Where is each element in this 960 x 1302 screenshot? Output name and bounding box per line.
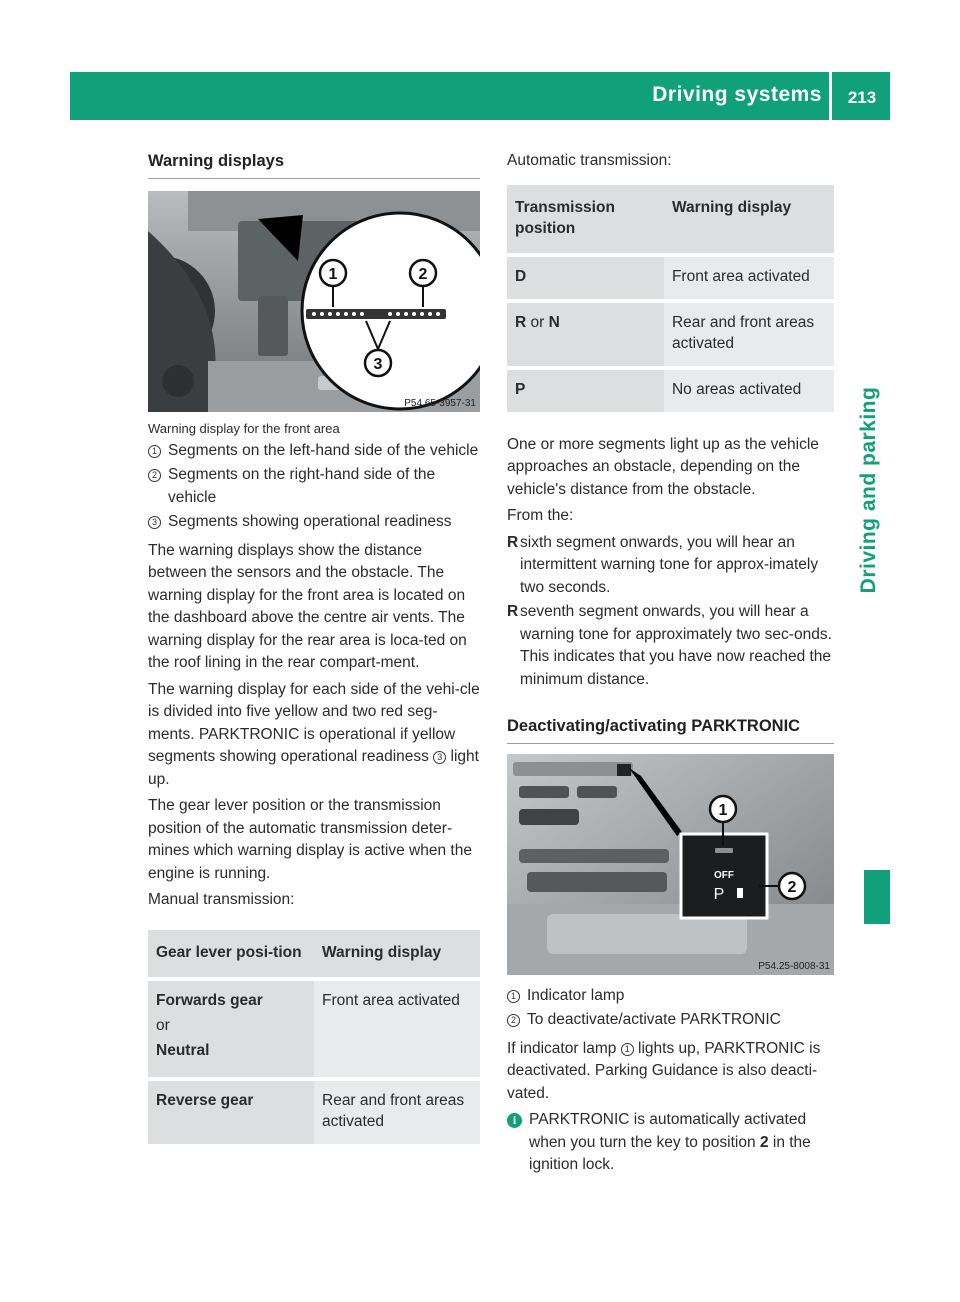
- front-warning-display-photo: [148, 191, 480, 412]
- bullet-text: sixth segment onwards, you will hear an intermittent warning tone for approx-imately two seconds.: [520, 533, 819, 596]
- center-console-illustration: [507, 754, 834, 975]
- info-icon: i: [507, 1113, 522, 1128]
- table-row: [148, 1081, 480, 1148]
- table-value: Rear and front areas activated: [314, 1081, 480, 1148]
- callout-number: 2: [507, 1014, 520, 1027]
- table-row: [507, 303, 834, 370]
- parktronic-heading: Deactivating/activating PARKTRONIC: [507, 715, 834, 744]
- parktronic-icon: P: [713, 885, 725, 903]
- parktronic-button-photo: [507, 754, 834, 975]
- legend-item: [148, 511, 480, 534]
- callout-2: [779, 873, 805, 899]
- automatic-transmission-label: Automatic transmission:: [507, 152, 672, 169]
- paragraph: If indicator lamp 1 lights up, PARKTRONIC is deactivated. Parking Guidance is also deacti-vated.: [507, 1039, 821, 1102]
- svg-text:1: 1: [328, 265, 338, 283]
- table-header-row: [148, 930, 480, 981]
- parktronic-icon-car: [737, 888, 743, 898]
- paragraph: The warning displays show the distance between the sensors and the obstacle. The warning display for the front area is located on the dashboard above the centre air vents. The warning display for the rear area is loca-ted on the roof lining in the rear compart-ment.: [148, 541, 467, 671]
- callout-number: 3: [433, 751, 446, 764]
- table-value: No areas activated: [664, 370, 834, 416]
- automatic-transmission-table: [507, 185, 834, 416]
- paragraph: One or more segments light up as the vehicle approaches an obstacle, depending on the vehicle's distance from the obstacle.: [507, 435, 819, 498]
- side-tab: [847, 134, 891, 846]
- manual-transmission-table: [148, 930, 480, 1148]
- callout-1: [320, 260, 346, 286]
- svg-text:2: 2: [418, 265, 428, 283]
- right-column: [507, 150, 834, 1177]
- legend-text: To deactivate/activate PARKTRONIC: [527, 1011, 781, 1028]
- section-title: Driving systems: [652, 83, 822, 106]
- bullet-icon: R: [507, 603, 519, 620]
- table-row: [507, 257, 834, 303]
- svg-text:2: 2: [787, 878, 797, 896]
- callout-number: 1: [148, 445, 161, 458]
- photo-code: P54.25-8008-31: [758, 960, 830, 972]
- table-row: [507, 370, 834, 416]
- side-tab-block: [864, 870, 890, 924]
- legend-text: Segments on the right-hand side of the vehicle: [168, 466, 436, 506]
- header-divider: [829, 72, 832, 120]
- side-tab-label: Driving and parking: [856, 386, 880, 594]
- legend-text: Segments on the left-hand side of the vehicle: [168, 441, 479, 459]
- table-value: Front area activated: [664, 257, 834, 303]
- legend-item: [148, 464, 480, 509]
- bullet-icon: R: [507, 533, 519, 551]
- info-text: PARKTRONIC is automatically activated when you turn the key to position 2 in the ignition lock.: [529, 1111, 811, 1173]
- table-header-row: [507, 185, 834, 257]
- table-key: R or N: [507, 303, 664, 370]
- callout-2: [410, 260, 436, 286]
- photo-code: P54.65-3957-31: [404, 397, 476, 409]
- photo-caption: Warning display for the front area: [148, 420, 340, 436]
- table-key: D: [507, 257, 664, 303]
- left-column: [148, 150, 480, 1166]
- bullet-item: [507, 532, 834, 600]
- from-label: From the:: [507, 507, 574, 524]
- paragraph: The warning display for each side of the vehi-cle is divided into five yellow and two red seg-ments. PARKTRONIC is operational if yellow segments showing operational readiness 3 light up.: [148, 680, 480, 788]
- table-value: Rear and front areas activated: [664, 303, 834, 370]
- legend-item: [507, 1009, 834, 1032]
- legend-text: Indicator lamp: [527, 986, 625, 1004]
- paragraph: The gear lever position or the transmission position of the automatic transmission deter-mines which warning display is active when the engine is running.: [148, 797, 472, 882]
- callout-number: 1: [621, 1043, 634, 1056]
- off-label: OFF: [714, 869, 734, 881]
- legend-text: Segments showing operational readiness: [168, 513, 452, 530]
- warning-displays-heading: Warning displays: [148, 150, 480, 179]
- bullet-item: [507, 601, 834, 691]
- bullet-text: seventh segment onwards, you will hear a warning tone for approximately two sec-onds. This indicates that you have now reached the minimum distance.: [520, 603, 832, 688]
- callout-number: 2: [148, 469, 161, 482]
- table-row: [148, 981, 480, 1081]
- info-note: [507, 1109, 834, 1177]
- table-value: Front area activated: [314, 981, 480, 1081]
- table-header: Warning display: [314, 930, 480, 981]
- page-number: 213: [847, 88, 877, 107]
- legend-item: [507, 985, 834, 1008]
- callout-number: 1: [507, 990, 520, 1003]
- callout-3: [365, 350, 391, 376]
- table-header: Warning display: [664, 185, 834, 257]
- table-key: P: [507, 370, 664, 416]
- table-key: Forwards gear or Neutral: [148, 981, 314, 1081]
- indicator-lamp: [715, 848, 733, 853]
- table-key: Reverse gear: [148, 1081, 314, 1148]
- table-header: Transmission position: [507, 185, 664, 257]
- manual-transmission-label: Manual transmission:: [148, 891, 295, 908]
- table-header: Gear lever posi-tion: [148, 930, 314, 981]
- callout-number: 3: [148, 516, 161, 529]
- svg-text:1: 1: [718, 801, 728, 819]
- callout-1: [710, 796, 736, 822]
- svg-text:3: 3: [373, 355, 383, 373]
- legend-item: [148, 440, 480, 463]
- dashboard-illustration: [148, 191, 480, 412]
